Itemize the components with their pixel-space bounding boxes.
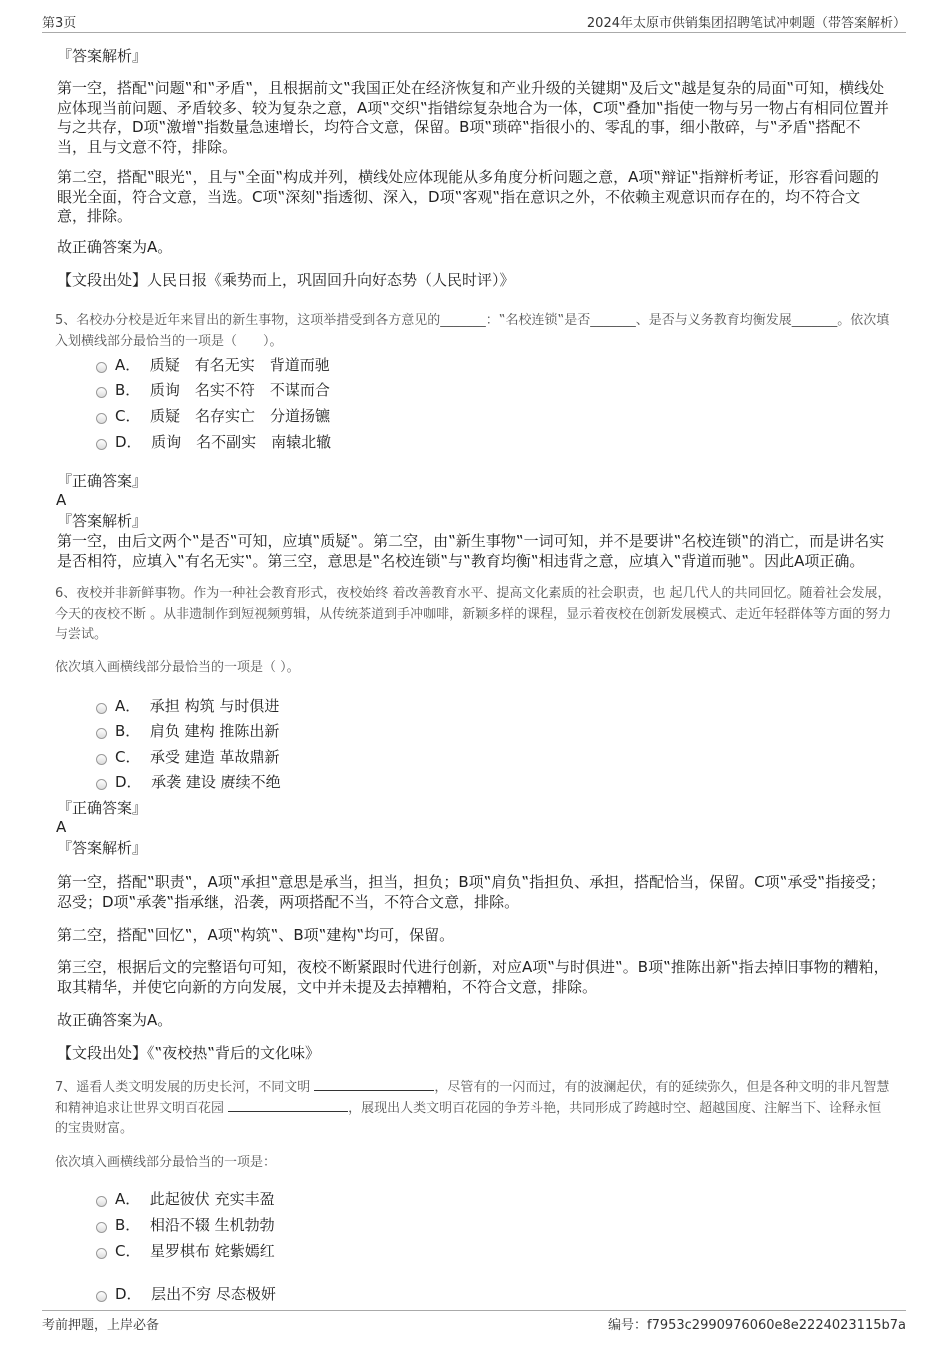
q7-stem: 7、遥看人类文明发展的历史长河，不同文明 ，尽管有的一闪而过，有的波澜起伏，有的延续弥久，但是各种文明的非凡智慧和精神追求让世界文明百花园 ，展现出人类文明百花园的争芳斗艳，共同形成了跨越时空、超越国度、注解当下、诠释永恒的宝贵财富。 bbox=[55, 1080, 890, 1136]
radio-icon[interactable] bbox=[96, 754, 107, 765]
radio-icon[interactable] bbox=[96, 779, 107, 790]
q6-option-b[interactable]: B． 肩负 建构 推陈出新 bbox=[96, 720, 279, 741]
footer-slogan: 考前押题，上岸必备 bbox=[42, 1318, 160, 1333]
q4-source: 【文段出处】人民日报《乘势而上，巩固回升向好态势（人民时评）》 bbox=[57, 271, 515, 289]
q5-option-b[interactable]: B． 质询 名实不符 不谋而合 bbox=[96, 379, 330, 400]
q7-option-a[interactable]: A． 此起彼伏 充实丰盈 bbox=[96, 1188, 275, 1209]
q6-prompt: 依次填入画横线部分最恰当的一项是（ ）。 bbox=[55, 660, 300, 675]
document-title: 2024年太原市供销集团招聘笔试冲刺题（带答案解析） bbox=[586, 16, 906, 31]
q7-prompt: 依次填入画横线部分最恰当的一项是： bbox=[55, 1155, 277, 1170]
radio-icon[interactable] bbox=[96, 703, 107, 714]
q5-option-a[interactable]: A． 质疑 有名无实 背道而驰 bbox=[96, 354, 330, 375]
q6-analysis-label: 『答案解析』 bbox=[57, 839, 148, 857]
q6-answer: A bbox=[56, 818, 67, 836]
page-number: 第3页 bbox=[42, 16, 77, 31]
q4-analysis-p2: 第二空，搭配‟眼光‟，且与‟全面‟构成并列，横线处应体现能从多角度分析问题之意，A项‟辩证‟指辩析考证，形容看问题的眼光全面，符合文意，当选。C项‟深刻‟指透彻、深入，D项‟客观‟指在意识之外，不依赖主观意识而存在的，均不符合文意，排除。 bbox=[57, 168, 879, 225]
q6-answer-label: 『正确答案』 bbox=[57, 799, 148, 817]
q7-option-c[interactable]: C． 星罗棋布 姹紫嫣红 bbox=[96, 1240, 275, 1261]
q5-analysis-label: 『答案解析』 bbox=[57, 512, 148, 530]
q5-option-c[interactable]: C． 质疑 名存实亡 分道扬镳 bbox=[96, 405, 330, 426]
radio-icon[interactable] bbox=[96, 439, 107, 450]
q4-analysis-p1: 第一空，搭配‟问题‟和‟矛盾‟，且根据前文‟我国正处在经济恢复和产业升级的关键期‟及后文‟越是复杂的局面‟可知，横线处应体现当前问题、矛盾较多、较为复杂之意，A项‟交织‟指错综复杂地合为一体，C项‟叠加‟指使一物与另一物占有相同位置并与之共存，D项‟激增‟指数量急速增长，均符合文意，保留。B项‟琐碎‟指很小的、零乱的事，细小散碎，与‟矛盾‟搭配不当，且与文意不符，排除。 bbox=[57, 79, 889, 156]
header-divider bbox=[42, 32, 906, 33]
q6-analysis-p3: 第三空，根据后文的完整语句可知，夜校不断紧跟时代进行创新，对应A项‟与时俱进‟。B项‟推陈出新‟指去掉旧事物的糟粕，取其精华，并使它向新的方向发展，文中并未提及去掉糟粕，不符合文意，排除。 bbox=[57, 958, 889, 996]
q6-option-a[interactable]: A． 承担 构筑 与时俱进 bbox=[96, 695, 279, 716]
q6-analysis-p2: 第二空，搭配‟回忆‟，A项‟构筑‟、B项‟建构‟均可，保留。 bbox=[57, 926, 455, 944]
q5-answer: A bbox=[56, 491, 67, 509]
q6-analysis-p1: 第一空，搭配‟职责‟，A项‟承担‟意思是承当，担当，担负；B项‟肩负‟指担负、承担，搭配恰当，保留。C项‟承受‟指接受；忍受；D项‟承袭‟指承继，沿袭，两项搭配不当，不符合文意，排除。 bbox=[57, 873, 886, 911]
q6-option-c[interactable]: C． 承受 建造 革故鼎新 bbox=[96, 746, 280, 767]
q5-option-d[interactable]: D． 质询 名不副实 南辕北辙 bbox=[96, 431, 331, 452]
radio-icon[interactable] bbox=[96, 1222, 107, 1233]
radio-icon[interactable] bbox=[96, 1196, 107, 1207]
footer-id: 编号：f7953c2990976060e8e2224023115b7a bbox=[608, 1318, 906, 1333]
q7-option-d[interactable]: D． 层出不穷 尽态极妍 bbox=[96, 1283, 276, 1304]
q6-option-d[interactable]: D． 承袭 建设 赓续不绝 bbox=[96, 771, 281, 792]
q5-analysis: 第一空，由后文两个‟是否‟可知，应填‟质疑‟。第二空，由‟新生事物‟一词可知，并不是要讲‟名校连锁‟的消亡，而是讲名实是否相符，应填入‟有名无实‟。第三空，意思是‟名校连锁‟与‟教育均衡‟相违背之意，应填入‟背道而驰‟。因此A项正确。 bbox=[57, 532, 885, 570]
blank-1 bbox=[314, 1078, 434, 1091]
q4-conclusion: 故正确答案为A。 bbox=[57, 238, 173, 256]
q7-option-b[interactable]: B． 相沿不辍 生机勃勃 bbox=[96, 1214, 275, 1235]
q6-stem: 6、夜校并非新鲜事物。作为一种社会教育形式，夜校始终 着改善教育水平、提高文化素质的社会职责，也 起几代人的共同回忆。随着社会发展，今天的夜校不断 。从非遗制作到短视频剪辑，从传统茶道到手冲咖啡，新颖多样的课程，显示着夜校在创新发展模式、走近年轻群体等方面的努力与尝试。 bbox=[55, 586, 892, 642]
radio-icon[interactable] bbox=[96, 387, 107, 398]
q4-analysis-label: 『答案解析』 bbox=[57, 47, 148, 65]
q5-answer-label: 『正确答案』 bbox=[57, 472, 148, 490]
q6-conclusion: 故正确答案为A。 bbox=[57, 1011, 173, 1029]
footer-divider bbox=[42, 1310, 906, 1311]
radio-icon[interactable] bbox=[96, 728, 107, 739]
radio-icon[interactable] bbox=[96, 362, 107, 373]
radio-icon[interactable] bbox=[96, 413, 107, 424]
radio-icon[interactable] bbox=[96, 1291, 107, 1302]
q6-source: 【文段出处】《‟夜校热‟背后的文化味》 bbox=[57, 1044, 321, 1062]
blank-2 bbox=[228, 1099, 348, 1112]
q5-stem: 5、名校办分校是近年来冒出的新生事物，这项举措受到各方意见的_______：‟名校连锁‟是否_______、是否与义务教育均衡发展_______。依次填入划横线部分最恰当的一项是（ ）。 bbox=[55, 313, 890, 349]
radio-icon[interactable] bbox=[96, 1248, 107, 1259]
